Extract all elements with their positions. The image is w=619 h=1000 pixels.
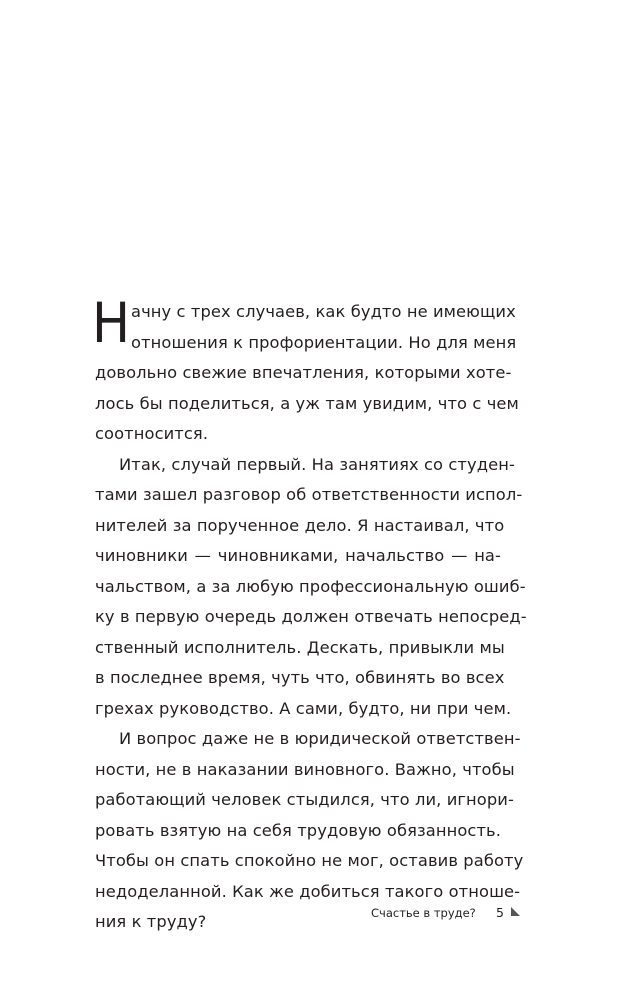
text-line: работающий человек стыдился, что ли, игнори- — [95, 790, 514, 809]
text-line: соотносится. — [95, 424, 209, 443]
text-line: ровать взятую на себя трудовую обязанность. — [95, 820, 501, 840]
text-line: Итак, случай первый. На занятиях со студен- — [119, 454, 515, 474]
paragraph-2 — [95, 450, 527, 725]
drop-cap: Н — [92, 291, 131, 355]
text-line: чальством, а за любую профессиональную ошиб- — [95, 576, 526, 596]
text-line: чиновники — чиновниками, начальство — на- — [95, 546, 501, 565]
text-line: грехах руководство. А сами, будто, ни при чем. — [95, 698, 512, 718]
text-line: ку в первую очередь должен отвечать непосред- — [95, 607, 527, 626]
text-line: лось бы поделиться, а уж там увидим, что с чем — [95, 393, 519, 413]
text-line: нителей за порученное дело. Я настаивал, что — [95, 515, 505, 535]
body-text — [92, 291, 527, 938]
running-title: Счастье в труде? — [371, 906, 476, 920]
text-line: довольно свежие впечатления, которыми хоте- — [95, 363, 512, 382]
text-line: тами зашел разговор об ответственности испол- — [95, 485, 523, 504]
text-line: ачну с трех случаев, как будто не имеющих — [131, 302, 516, 321]
page-corner-triangle-icon — [511, 907, 520, 916]
text-line: отношения к профориентации. Но для меня — [131, 332, 517, 352]
text-line: Чтобы он спать спокойно не мог, оставив работу — [95, 851, 524, 870]
page-footer — [0, 903, 619, 923]
text-line: ственный исполнитель. Дескать, привыкли мы — [95, 637, 505, 657]
text-line: ности, не в наказании виновного. Важно, чтобы — [95, 759, 515, 779]
text-line: недоделанной. Как же добиться такого отноше- — [95, 881, 521, 901]
page-number: 5 — [496, 905, 504, 920]
text-line: И вопрос даже не в юридической ответствен- — [119, 729, 521, 748]
text-line: ния к труду? — [95, 912, 207, 931]
paragraph-1 — [95, 297, 519, 450]
text-line: в последнее время, чуть что, обвинять во всех — [95, 668, 505, 687]
